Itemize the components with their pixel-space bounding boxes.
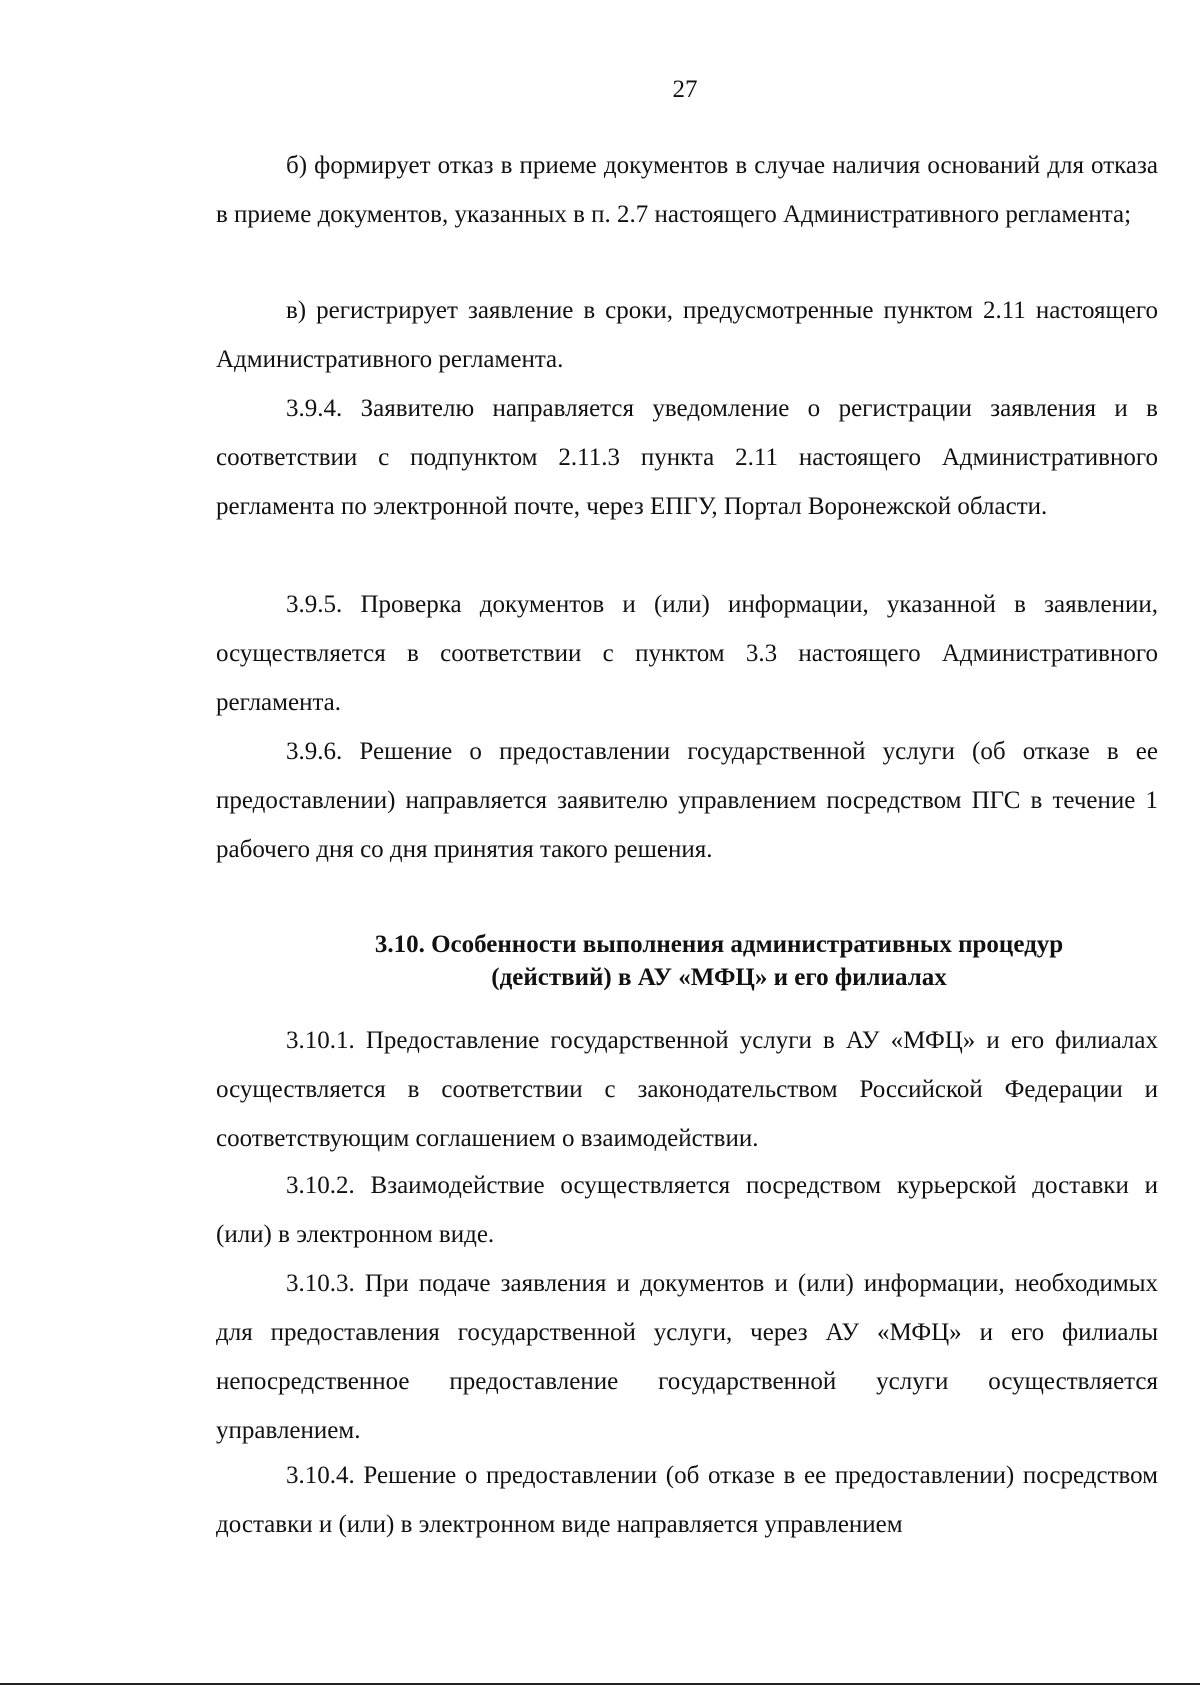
section-heading xyxy=(240,928,1198,994)
paragraph-3-10-3: 3.10.3. При подаче заявления и документов и (или) информации, необходимых для предоставления государственной услуги, через АУ «МФЦ» и его филиалы непосредственное предоставление государственной услуги осуществляется управлением. xyxy=(216,1270,1158,1444)
paragraph-3-9-4: 3.9.4. Заявителю направляется уведомление о регистрации заявления и в соответствии с подпунктом 2.11.3 пункта 2.11 настоящего Административного регламента по электронной почте, через ЕПГУ, Портал Воронежской области. xyxy=(216,395,1158,520)
bottom-rule xyxy=(0,1683,1200,1685)
section-heading-line-2: (действий) в АУ «МФЦ» и его филиалах xyxy=(491,964,947,991)
paragraph-3-10-4: 3.10.4. Решение о предоставлении (об отказе в ее предоставлении) посредством доставки и (или) в электронном виде направляется управлением xyxy=(216,1462,1158,1538)
paragraph-3-9-5: 3.9.5. Проверка документов и (или) информации, указанной в заявлении, осуществляется в соответствии с пунктом 3.3 настоящего Административного регламента. xyxy=(216,591,1158,716)
page-number: 27 xyxy=(672,76,698,103)
paragraph-v: в) регистрирует заявление в сроки, предусмотренные пунктом 2.11 настоящего Административного регламента. xyxy=(216,297,1158,373)
paragraph-3-10-1: 3.10.1. Предоставление государственной услуги в АУ «МФЦ» и его филиалах осуществляется в соответствии с законодательством Российской Федерации и соответствующим соглашением о взаимодействии. xyxy=(216,1027,1158,1152)
paragraph-b: б) формирует отказ в приеме документов в случае наличия оснований для отказа в приеме документов, указанных в п. 2.7 настоящего Административного регламента; xyxy=(216,152,1158,228)
paragraph-3-10-2: 3.10.2. Взаимодействие осуществляется посредством курьерской доставки и (или) в электронном виде. xyxy=(216,1172,1158,1248)
section-heading-line-1: 3.10. Особенности выполнения административных процедур xyxy=(374,931,1064,958)
paragraph-3-9-6: 3.9.6. Решение о предоставлении государственной услуги (об отказе в ее предоставлении) направляется заявителю управлением посредством ПГС в течение 1 рабочего дня со дня принятия такого решения. xyxy=(216,738,1158,863)
